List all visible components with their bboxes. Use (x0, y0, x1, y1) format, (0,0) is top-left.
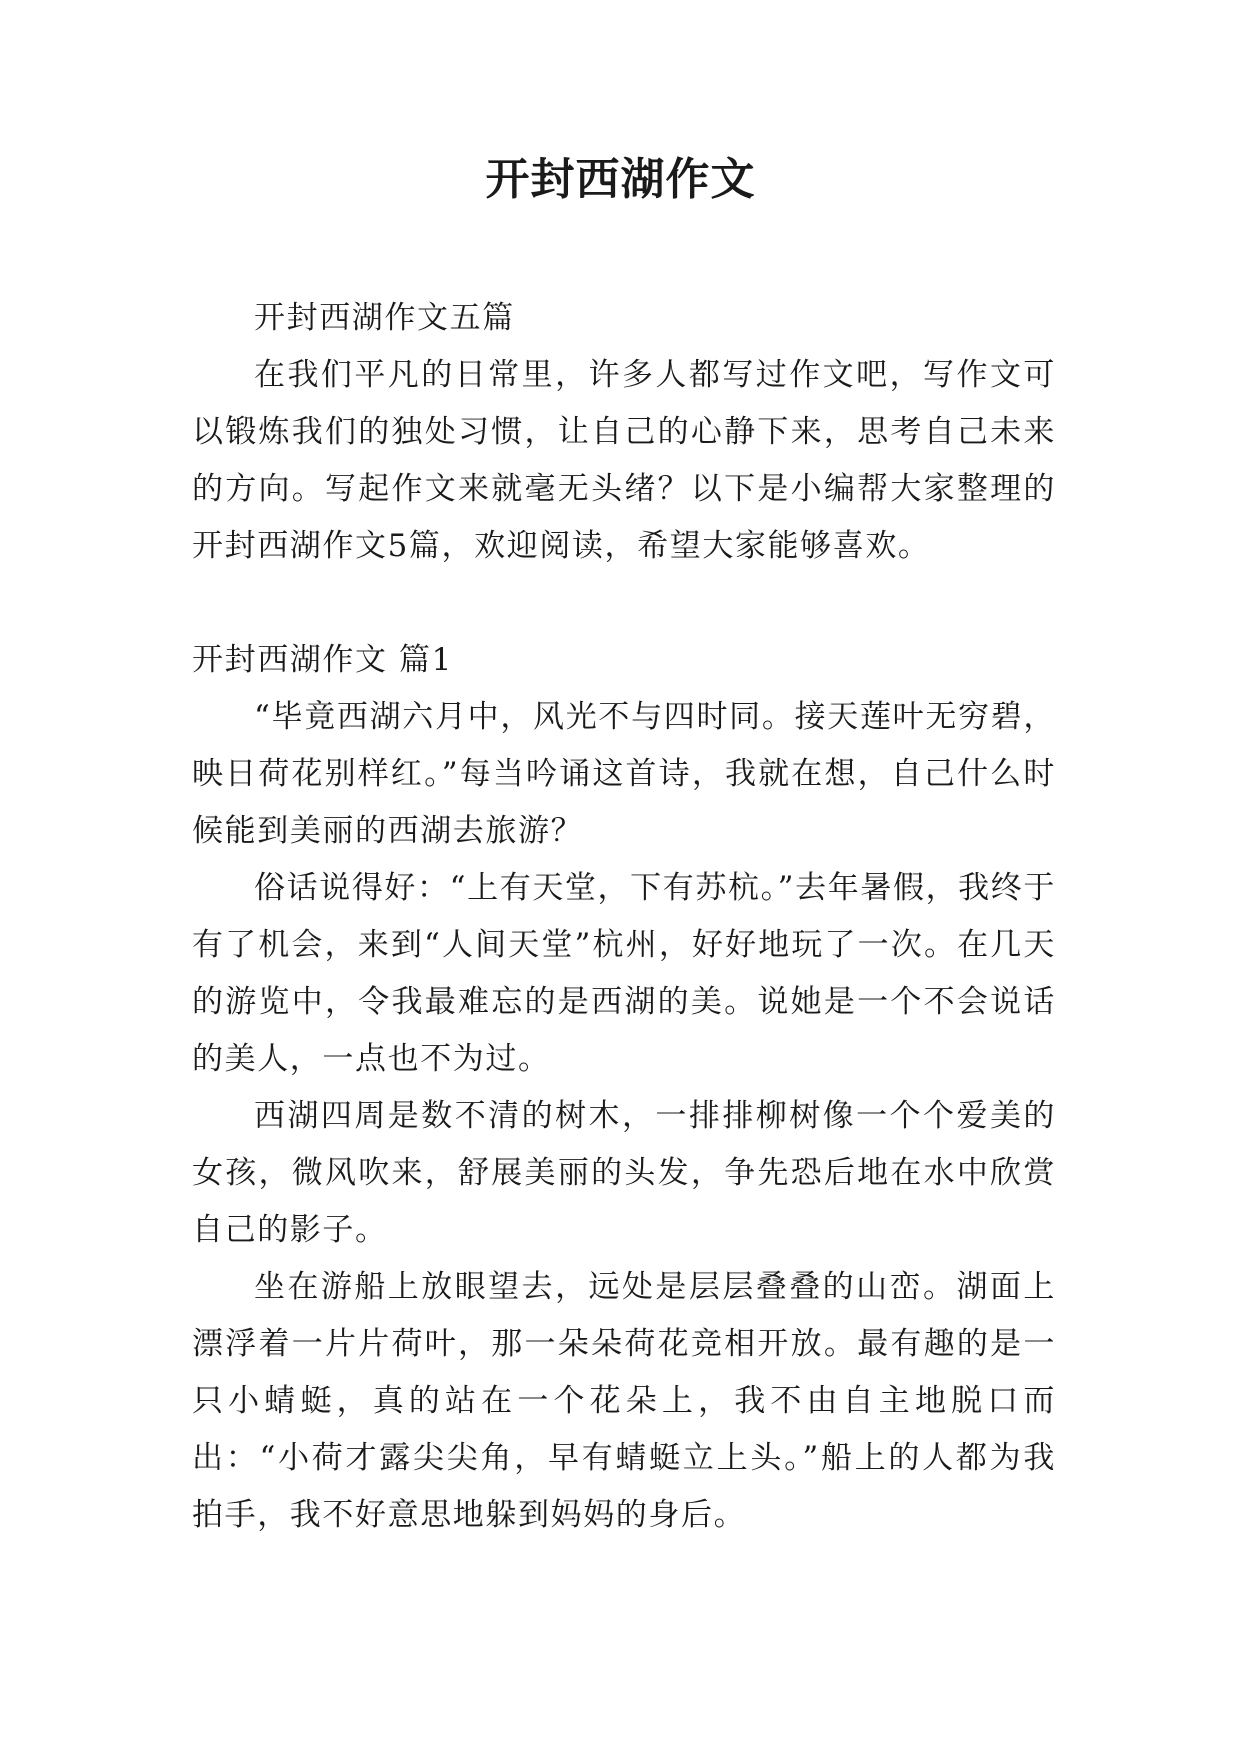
body-paragraph-1: “毕竟西湖六月中，风光不与四时同。接天莲叶无穷碧，映日荷花别样红。”每当吟诵这首诗，我就在想，自己什么时候能到美丽的西湖去旅游？ (192, 699, 1056, 849)
document-title: 开封西湖作文 (485, 154, 756, 205)
section-spacer (192, 575, 1056, 632)
body-paragraph-3: 西湖四周是数不清的树木，一排排柳树像一个个爱美的女孩，微风吹来，舒展美丽的头发，争先恐后地在水中欣赏自己的影子。 (192, 1098, 1056, 1248)
document-body (192, 290, 1056, 1544)
intro-paragraph: 在我们平凡的日常里，许多人都写过作文吧，写作文可以锻炼我们的独处习惯，让自己的心静下来，思考自己未来的方向。写起作文来就毫无头绪？以下是小编帮大家整理的开封西湖作文5篇，欢迎阅读，希望大家能够喜欢。 (192, 357, 1056, 564)
document-subtitle: 开封西湖作文五篇 (254, 300, 515, 336)
body-paragraph-2: 俗话说得好：“上有天堂，下有苏杭。”去年暑假，我终于有了机会，来到“人间天堂”杭州，好好地玩了一次。在几天的游览中，令我最难忘的是西湖的美。说她是一个不会说话的美人，一点也不为过。 (192, 870, 1056, 1077)
section-heading: 开封西湖作文 篇1 (192, 642, 453, 678)
body-paragraph-4: 坐在游船上放眼望去，远处是层层叠叠的山峦。湖面上漂浮着一片片荷叶，那一朵朵荷花竞相开放。最有趣的是一只小蜻蜓，真的站在一个花朵上，我不由自主地脱口而出：“小荷才露尖尖角，早有蜻蜓立上头。”船上的人都为我拍手，我不好意思地躲到妈妈的身后。 (192, 1269, 1056, 1533)
